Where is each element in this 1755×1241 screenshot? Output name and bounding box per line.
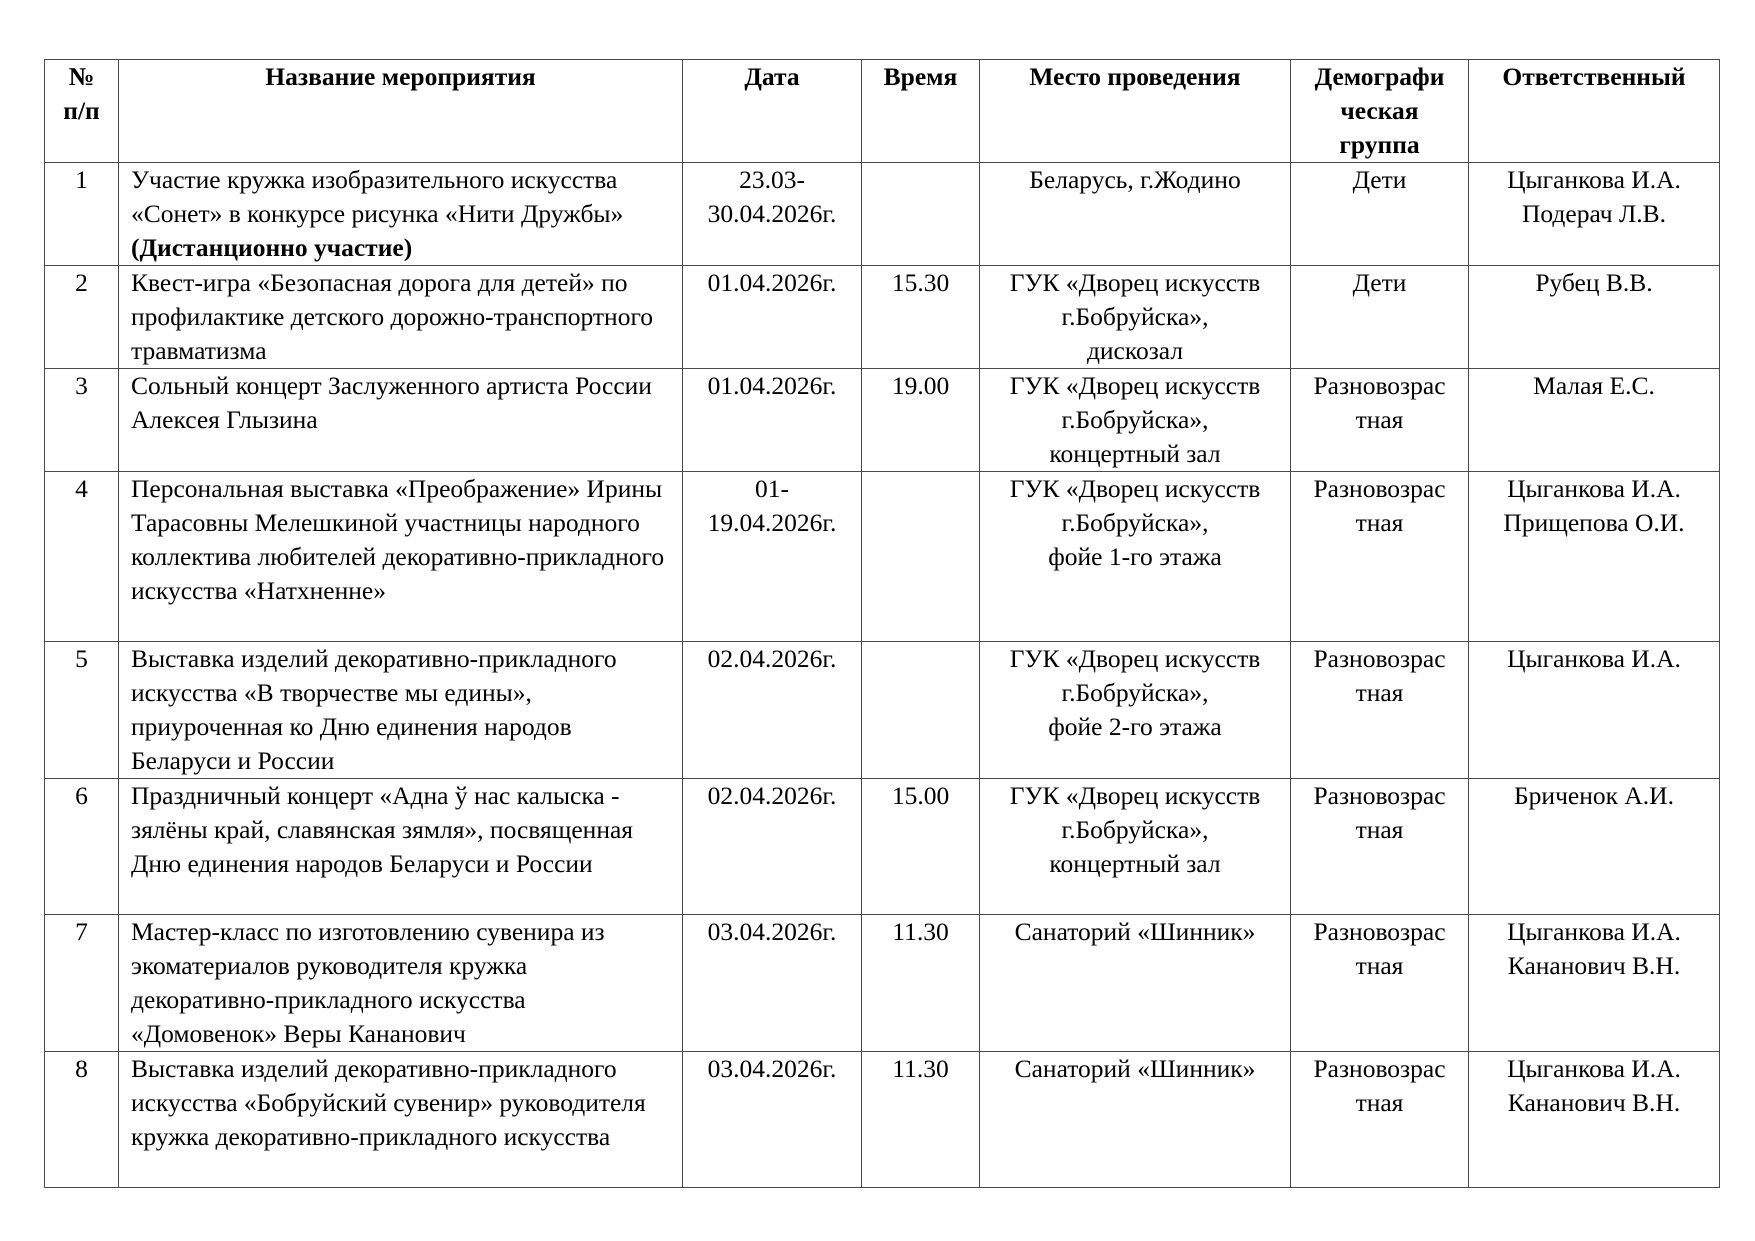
cell-event-name: Праздничный концерт «Адна ў нас калыска - зялёны край, славянская зямля», посвященная Дню единения народов Беларуси и России [119,779,683,915]
cell-responsible: Цыганкова И.А. [1469,642,1720,779]
cell-number: 7 [45,915,119,1052]
header-demographic-group: Демографи ческая группа [1291,60,1469,163]
cell-demographic-group: Разновозрас тная [1291,1052,1469,1188]
cell-number: 5 [45,642,119,779]
header-time: Время [862,60,980,163]
cell-date: 03.04.2026г. [683,915,862,1052]
cell-place: Санаторий «Шинник» [980,1052,1291,1188]
cell-demographic-group: Разновозрас тная [1291,472,1469,642]
cell-responsible: Цыганкова И.А. Кананович В.Н. [1469,1052,1720,1188]
cell-time: 15.00 [862,779,980,915]
cell-demographic-group: Разновозрас тная [1291,779,1469,915]
event-name-text: Участие кружка изобразительного искусства «Сонет» в конкурсе рисунка «Нити Дружбы» [131,165,624,228]
table-row [45,266,1720,369]
table-row [45,163,1720,266]
cell-date: 01.04.2026г. [683,369,862,472]
cell-demographic-group: Разновозрас тная [1291,915,1469,1052]
cell-responsible: Цыганкова И.А. Кананович В.Н. [1469,915,1720,1052]
cell-responsible: Малая Е.С. [1469,369,1720,472]
cell-demographic-group: Разновозрас тная [1291,642,1469,779]
header-responsible: Ответственный [1469,60,1720,163]
cell-date: 02.04.2026г. [683,642,862,779]
cell-time: 11.30 [862,915,980,1052]
cell-event-name [119,163,683,266]
cell-place: ГУК «Дворец искусств г.Бобруйска», дискозал [980,266,1291,369]
cell-responsible: Цыганкова И.А. Подерач Л.В. [1469,163,1720,266]
cell-date: 02.04.2026г. [683,779,862,915]
cell-event-name: Сольный концерт Заслуженного артиста России Алексея Глызина [119,369,683,472]
cell-place: Санаторий «Шинник» [980,915,1291,1052]
cell-event-name: Квест-игра «Безопасная дорога для детей» по профилактике детского дорожно-транспортного травматизма [119,266,683,369]
event-name-bold-note: (Дистанционно участие) [131,233,413,262]
cell-place: ГУК «Дворец искусств г.Бобруйска», фойе 1-го этажа [980,472,1291,642]
cell-event-name: Выставка изделий декоративно-прикладного искусства «Бобруйский сувенир» руководителя кружка декоративно-прикладного искусства [119,1052,683,1188]
cell-responsible: Рубец В.В. [1469,266,1720,369]
cell-time: 19.00 [862,369,980,472]
events-table [44,59,1720,1188]
cell-time [862,642,980,779]
table-header-row [45,60,1720,163]
header-event-name: Название мероприятия [119,60,683,163]
cell-time [862,163,980,266]
cell-date: 01.04.2026г. [683,266,862,369]
cell-number: 3 [45,369,119,472]
cell-date: 23.03- 30.04.2026г. [683,163,862,266]
table-row [45,369,1720,472]
header-place: Место проведения [980,60,1291,163]
cell-place: Беларусь, г.Жодино [980,163,1291,266]
cell-date: 03.04.2026г. [683,1052,862,1188]
cell-number: 1 [45,163,119,266]
cell-time: 11.30 [862,1052,980,1188]
cell-demographic-group: Дети [1291,266,1469,369]
cell-event-name: Выставка изделий декоративно-прикладного искусства «В творчестве мы едины», приуроченная ко Дню единения народов Беларуси и России [119,642,683,779]
cell-number: 4 [45,472,119,642]
cell-place: ГУК «Дворец искусств г.Бобруйска», фойе 2-го этажа [980,642,1291,779]
table-row [45,779,1720,915]
cell-place: ГУК «Дворец искусств г.Бобруйска», концертный зал [980,369,1291,472]
table-row [45,642,1720,779]
cell-number: 2 [45,266,119,369]
table-row [45,472,1720,642]
cell-responsible: Цыганкова И.А. Прищепова О.И. [1469,472,1720,642]
header-number: № п/п [45,60,119,163]
table-row [45,915,1720,1052]
cell-responsible: Бриченок А.И. [1469,779,1720,915]
cell-number: 6 [45,779,119,915]
cell-event-name: Персональная выставка «Преображение» Ирины Тарасовны Мелешкиной участницы народного коллектива любителей декоративно-прикладного искусства «Натхненне» [119,472,683,642]
cell-time: 15.30 [862,266,980,369]
cell-date: 01- 19.04.2026г. [683,472,862,642]
cell-demographic-group: Дети [1291,163,1469,266]
cell-place: ГУК «Дворец искусств г.Бобруйска», концертный зал [980,779,1291,915]
header-date: Дата [683,60,862,163]
cell-number: 8 [45,1052,119,1188]
cell-demographic-group: Разновозрас тная [1291,369,1469,472]
cell-time [862,472,980,642]
table-row [45,1052,1720,1188]
cell-event-name: Мастер-класс по изготовлению сувенира из экоматериалов руководителя кружка декоративно-прикладного искусства «Домовенок» Веры Кананович [119,915,683,1052]
